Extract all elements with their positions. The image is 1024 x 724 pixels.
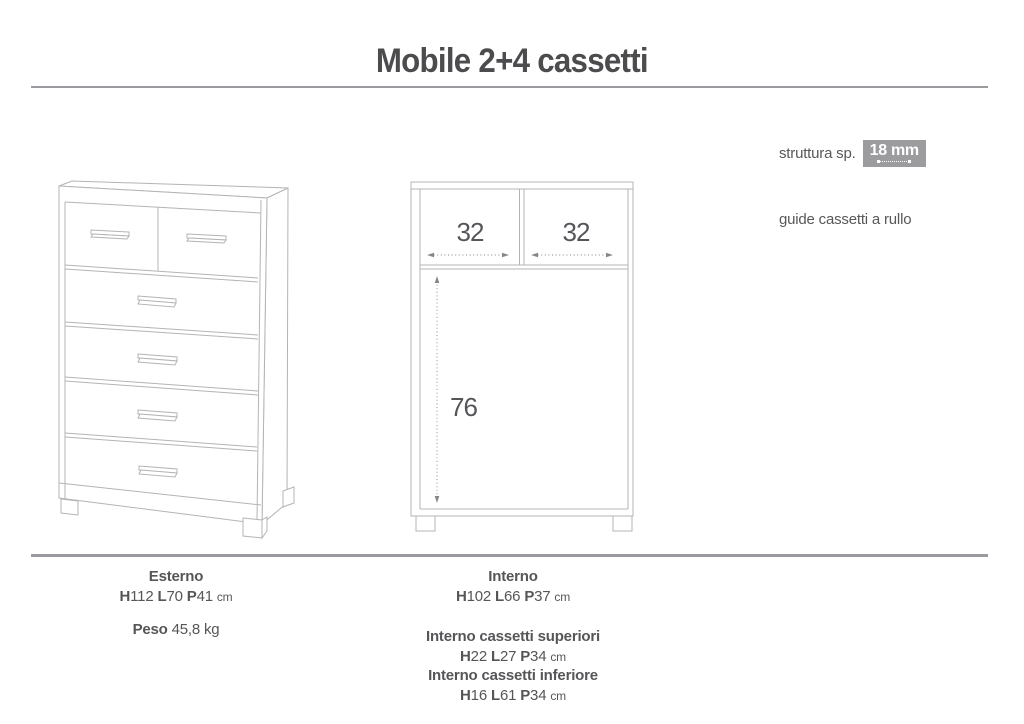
dim-key: P	[520, 686, 531, 704]
cabinet-foot	[613, 516, 632, 531]
dim-value: 37	[534, 587, 551, 605]
structure-thickness-annotation	[779, 140, 926, 167]
dim-key: L	[157, 587, 167, 605]
weight-value: 45,8 kg	[171, 621, 220, 638]
dim-value: 61	[499, 686, 517, 704]
cabinet-interior-svg	[400, 175, 650, 545]
left-compartment-width-label: 32	[456, 217, 484, 247]
lower-drawer-heading: Interno cassetti inferiore	[428, 667, 598, 684]
cabinet-foot-side	[262, 517, 267, 538]
dim-value: 102	[466, 587, 492, 605]
dim-value: 112	[130, 587, 154, 605]
weight-line	[46, 620, 306, 640]
dim-unit: cm	[550, 688, 566, 703]
cabinet-foot	[61, 499, 78, 515]
dim-value: 16	[470, 686, 487, 704]
dim-key: H	[455, 587, 467, 605]
structure-thickness-badge	[863, 140, 926, 167]
arrowhead-right-icon	[502, 253, 509, 258]
cabinet-foot	[243, 518, 262, 538]
dim-value: 66	[504, 587, 521, 605]
left-compartment-dimension	[427, 217, 509, 257]
right-compartment-width-label: 32	[562, 217, 590, 247]
cabinet-front-perspective-drawing	[40, 170, 340, 565]
arrowhead-up-icon	[435, 276, 440, 283]
internal-heading: Interno	[488, 568, 538, 585]
dim-value: 41	[196, 587, 213, 605]
arrowhead-left-icon	[531, 253, 538, 258]
thickness-dimension-arrow-icon	[879, 161, 909, 164]
dim-unit: cm	[216, 589, 233, 604]
arrowhead-left-icon	[427, 253, 434, 258]
dim-key: H	[460, 647, 471, 665]
lower-drawer-dimensions-line	[384, 686, 642, 706]
cabinet-front-svg	[40, 170, 340, 560]
footer-divider-line	[31, 554, 988, 557]
dim-key: P	[520, 647, 531, 665]
external-dimensions-block	[46, 567, 306, 640]
interior-outline	[411, 182, 633, 516]
cabinet-interior-schematic	[400, 175, 650, 550]
cabinet-foot	[416, 516, 435, 531]
internal-dimensions-line	[384, 587, 642, 607]
dim-unit: cm	[550, 649, 566, 664]
dim-key: L	[495, 587, 505, 605]
arrowhead-right-icon	[606, 253, 613, 258]
structure-thickness-value: 18 mm	[869, 142, 919, 159]
dim-key: H	[119, 587, 131, 605]
dim-key: H	[460, 686, 471, 704]
upper-drawers-dimensions	[384, 627, 642, 705]
dim-value: 34	[530, 647, 547, 665]
external-dimensions-line	[46, 587, 306, 607]
upper-drawers-dimensions-line	[384, 647, 642, 667]
dim-value: 22	[470, 647, 487, 665]
drawer-guides-annotation: guide cassetti a rullo	[779, 211, 912, 228]
dim-value: 70	[166, 587, 183, 605]
internal-dimensions-block	[384, 567, 642, 705]
dim-value: 34	[530, 686, 547, 704]
external-heading: Esterno	[148, 568, 204, 585]
dim-key: P	[524, 587, 535, 605]
interior-height-label: 76	[450, 392, 477, 422]
weight-label: Peso	[132, 621, 168, 638]
right-compartment-dimension	[531, 217, 613, 257]
dim-key: P	[186, 587, 197, 605]
dim-unit: cm	[554, 589, 571, 604]
dim-key: L	[490, 647, 500, 665]
arrowhead-down-icon	[435, 496, 440, 503]
page-title: Mobile 2+4 cassetti	[375, 42, 649, 80]
interior-height-dimension	[435, 276, 478, 503]
title-divider-line	[31, 86, 988, 88]
dim-value: 27	[499, 647, 517, 665]
dim-key: L	[490, 686, 500, 704]
upper-drawers-heading: Interno cassetti superiori	[425, 628, 601, 645]
page-title-wrap	[0, 42, 1024, 81]
structure-thickness-label: struttura sp.	[779, 145, 856, 163]
cabinet-back-foot	[283, 487, 294, 507]
